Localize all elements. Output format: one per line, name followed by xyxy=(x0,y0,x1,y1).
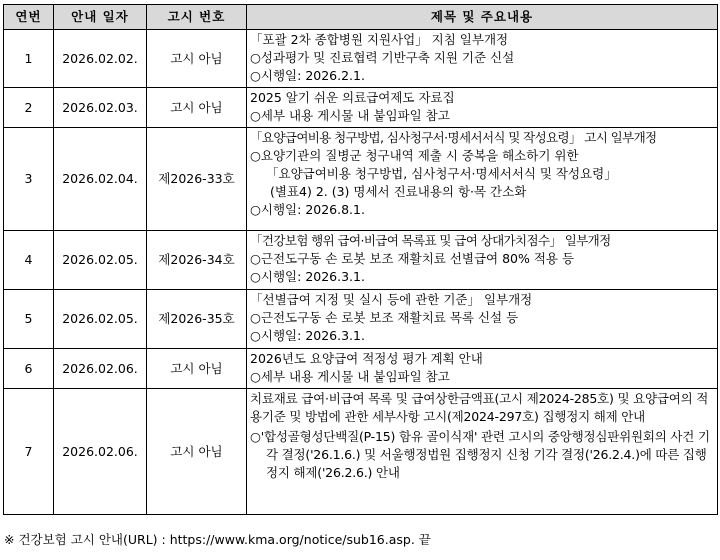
header-title-content: 제목 및 주요내용 xyxy=(247,5,718,30)
row-notice-number: 제2026-35호 xyxy=(147,290,247,349)
table-row xyxy=(4,349,718,389)
content-line: ○시행일: 2026.8.1. xyxy=(250,202,365,217)
content-line: 「포괄 2차 종합병원 지원사업」 지침 일부개정 xyxy=(250,32,509,47)
content-line: ○시행일: 2026.3.1. xyxy=(250,328,365,343)
content-line: 2025 알기 쉬운 의료급여제도 자료집 xyxy=(250,90,455,105)
header-row xyxy=(4,5,718,30)
content-line: 2026년도 요양급여 적정성 평가 계획 안내 xyxy=(250,351,483,366)
row-content xyxy=(247,349,718,389)
row-number: 4 xyxy=(4,231,54,290)
header-date: 안내 일자 xyxy=(54,5,147,30)
row-number: 1 xyxy=(4,30,54,88)
row-content xyxy=(247,389,718,515)
content-line: 「건강보험 행위 급여·비급여 목록표 및 급여 상대가치점수」 일부개정 xyxy=(250,233,611,248)
table-row xyxy=(4,128,718,231)
header-notice-number: 고시 번호 xyxy=(147,5,247,30)
row-content xyxy=(247,30,718,88)
row-number: 3 xyxy=(4,128,54,231)
content-line: ○근전도구동 손 로봇 보조 재활치료 선별급여 80% 적용 등 xyxy=(250,251,575,266)
row-date: 2026.02.05. xyxy=(54,231,147,290)
content-line: (별표4) 2. (3) 명세서 진료내용의 항·목 간소화 xyxy=(270,184,527,199)
row-content xyxy=(247,88,718,128)
content-line: ○'합성골형성단백질(P-15) 함유 골이식재' 관련 고시의 중앙행정심판위원회의 사건 기각 결정('26.1.6.) 및 서울행정법원 집행정지 신청 기각 결정('26.2.4.)에 따른 집행정지 해제('26.2.6.) 안내 xyxy=(250,429,710,480)
row-notice-number: 고시 아님 xyxy=(147,389,247,515)
row-notice-number: 고시 아님 xyxy=(147,349,247,389)
source-footnote: ※ 건강보험 고시 안내(URL) : https://www.kma.org/notice/sub16.asp. 끝 xyxy=(4,532,431,547)
table-row xyxy=(4,290,718,349)
row-date: 2026.02.03. xyxy=(54,88,147,128)
notice-table xyxy=(3,4,718,515)
content-line: ○근전도구동 손 로봇 보조 재활치료 목록 신설 등 xyxy=(250,310,519,325)
table-row xyxy=(4,389,718,515)
row-date: 2026.02.05. xyxy=(54,290,147,349)
content-line: 「선별급여 지정 및 실시 등에 관한 기준」 일부개정 xyxy=(250,292,533,307)
row-notice-number: 제2026-33호 xyxy=(147,128,247,231)
row-number: 7 xyxy=(4,389,54,515)
table-row xyxy=(4,30,718,88)
row-number: 2 xyxy=(4,88,54,128)
content-line: 「요양급여비용 청구방법, 심사청구서·명세서서식 및 작성요령」 고시 일부개정 xyxy=(250,130,657,145)
row-date: 2026.02.06. xyxy=(54,349,147,389)
content-line: 치료재료 급여·비급여 목록 및 급여상한금액표(고시 제2024-285호) 및 요양급여의 적용기준 및 방법에 관한 세부사항 고시(제2024-297호) 집행정지 해제 안내 xyxy=(250,391,709,424)
content-line: ○성과평가 및 진료협력 기반구축 지원 기준 신설 xyxy=(250,50,515,65)
table-row xyxy=(4,88,718,128)
table-row xyxy=(4,231,718,290)
row-number: 6 xyxy=(4,349,54,389)
content-line: 「요양급여비용 청구방법, 심사청구서·명세서서식 및 작성요령」 xyxy=(266,166,617,181)
row-content xyxy=(247,231,718,290)
row-date: 2026.02.06. xyxy=(54,389,147,515)
row-number: 5 xyxy=(4,290,54,349)
content-line: ○세부 내용 게시물 내 붙임파일 참고 xyxy=(250,369,450,384)
content-line: ○시행일: 2026.2.1. xyxy=(250,68,365,83)
row-content xyxy=(247,290,718,349)
row-notice-number: 고시 아님 xyxy=(147,30,247,88)
content-line: ○요양기관의 질병군 청구내역 제출 시 중복을 해소하기 위한 xyxy=(250,148,579,163)
row-notice-number: 제2026-34호 xyxy=(147,231,247,290)
header-no: 연번 xyxy=(4,5,54,30)
row-date: 2026.02.02. xyxy=(54,30,147,88)
row-date: 2026.02.04. xyxy=(54,128,147,231)
row-content xyxy=(247,128,718,231)
content-line: ○시행일: 2026.3.1. xyxy=(250,269,365,284)
content-line: ○세부 내용 게시물 내 붙임파일 참고 xyxy=(250,108,450,123)
row-notice-number: 고시 아님 xyxy=(147,88,247,128)
